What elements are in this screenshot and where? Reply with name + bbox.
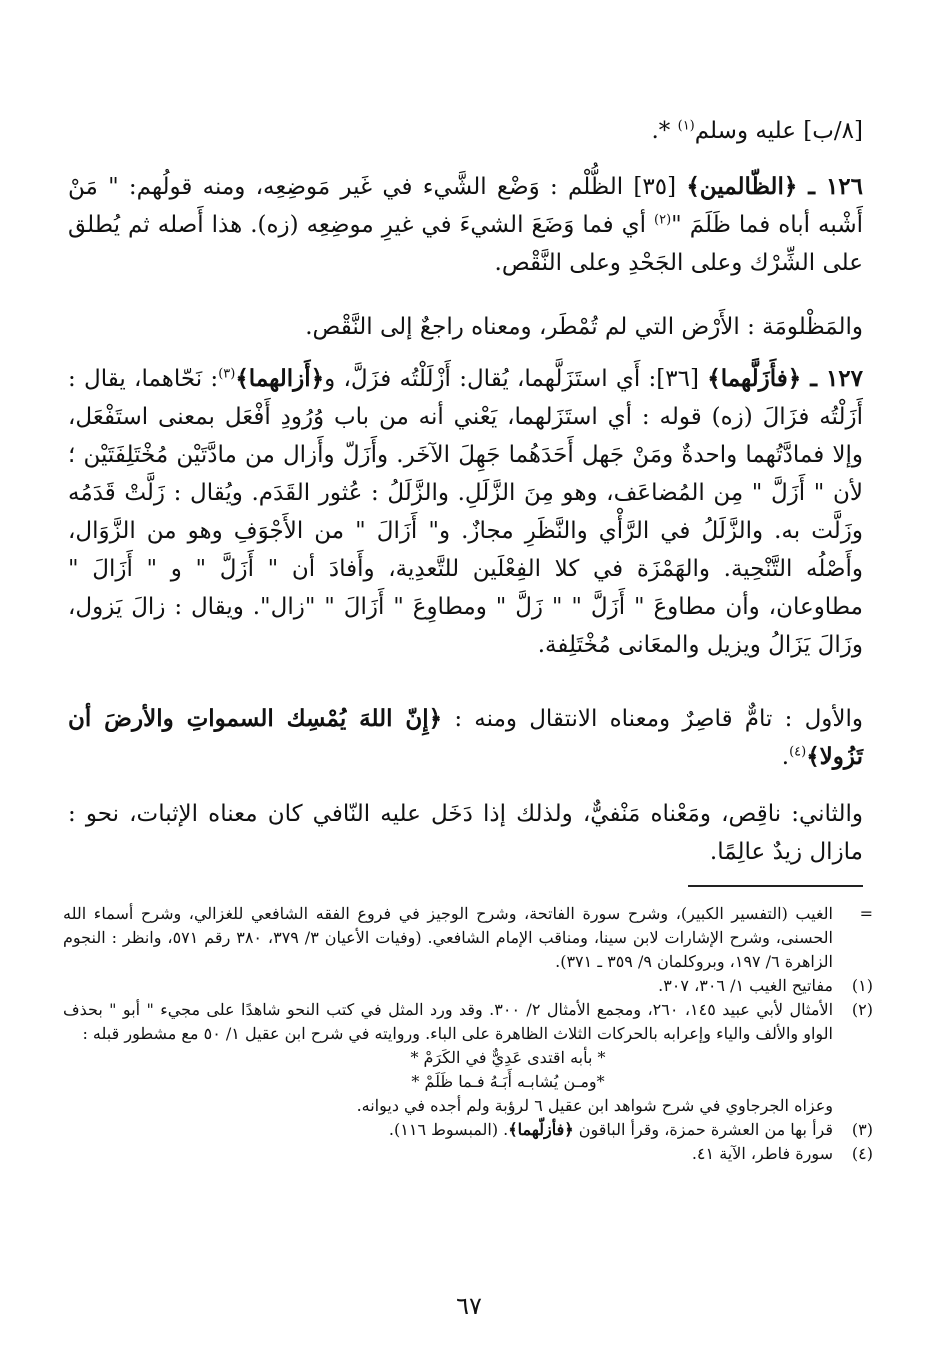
paragraph-second-meaning — [68, 795, 863, 871]
footnote-text: الأمثال لأبي عبيد ١٤٥، ٢٦٠، ومجمع الأمثال ٢/ ٣٠٠. وقد ورد المثل في كتب النحو شاهدًا على مجيء " أبو " بحذف الواو والألف والياء وإعرابه بالحركات الثلاث الظاهرة على الباء. وروايته في شرح ابن عقيل ١/ ٥٠ مع مشطور قبله : — [63, 1000, 834, 1043]
quran-term: ﴿فأزلّهما﴾ — [508, 1120, 574, 1139]
entry-127 — [68, 360, 863, 664]
quran-term: ﴿الظّالمين﴾ — [686, 173, 798, 200]
footnote-ref: (٣) — [218, 366, 236, 382]
paragraph-mazluma — [68, 308, 863, 346]
quran-term: ﴿فأَزَلَّهما﴾ — [707, 365, 802, 392]
footnote-text: سورة فاطر، الآية ٤١. — [691, 1144, 833, 1163]
quran-term: ﴿أَزالهما﴾ — [235, 365, 325, 392]
text-fragment: والأول : تامٌّ قاصِرٌ ومعناه الانتقال ومنه : — [442, 706, 864, 732]
footnote-text: الغيب (التفسير الكبير)، وشرح سورة الفاتحة، وشرح الوجيز في فروع الفقه الشافعي للغزالي، وشرح أسماء الله الحسنى، وشرح الإشارات لابن سينا، ومناقب الإمام الشافعي. (وفيات الأعيان ٣/ ٣٧٩، ٣٨٠ رقم ٥٧١، وانظر : النجوم الزاهرة ٦/ ١٩٧، وبروكلمان ٩/ ٣٥٩ ـ ٣٧١). — [63, 904, 834, 971]
footnote-ref: (٢) — [654, 212, 672, 228]
verse-line: *ومـن يُشابـه أَبَـهُ فـما ظَلَمْ * — [411, 1072, 605, 1091]
verse-line: * بأبه اقتدى عَدِيٌّ في الكَرَمْ * — [410, 1048, 606, 1067]
text-fragment: . — [781, 744, 790, 770]
footnote-number: (١) — [851, 976, 873, 995]
entry-number: ١٢٧ ـ — [801, 365, 863, 392]
footnote-ref: (١) — [677, 118, 695, 134]
text-fragment: والثاني: ناقِص، ومَعْناه مَنْفيٌّ، ولذلك إذا دَخَل عليه النّافي كان معناه الإثبات، نحو : مازال زيدٌ عالِمًا. — [68, 801, 863, 865]
footnote-continued — [63, 902, 873, 974]
entry-126 — [68, 168, 863, 282]
footnote-number: (٣) — [851, 1120, 873, 1139]
footnote-number: (٤) — [851, 1144, 873, 1163]
text-fragment: . (المبسوط ١١٦). — [388, 1120, 509, 1139]
footnotes — [63, 902, 873, 1166]
text-fragment: [٣٥] الظُّلْم : وَضْع الشَّيء في غَير مَوضِعِه، ومنه قولُهم: " مَنْ أَشْبه أباه فما ظَلَمَ " — [68, 174, 863, 238]
text-fragment: والمَظْلومَة : الأَرْض التي لم تُمْطَر، ومعناه راجعٌ إلى النَّقْص. — [305, 314, 863, 340]
footnote-1 — [63, 974, 873, 998]
continuation-line — [68, 112, 863, 150]
footnote-divider — [688, 885, 863, 887]
text-fragment: أي فما وَضَعَ الشيءَ في غيرِ موضِعِه (زه). هذا أَصله ثم يُطلق على الشِّرْك وعلى الجَحْدِ وعلى النَّقْص. — [68, 212, 863, 276]
text-fragment: [٣٦]: أَي استَزَلَّهما، يُقال: أَزْلَلْتُه فزَلَّ، و — [324, 366, 708, 392]
paragraph-first-meaning — [68, 700, 863, 776]
footnote-text — [63, 1118, 833, 1142]
footnote-number: = — [859, 904, 873, 923]
text-fragment: : نَحّاهما، يقال : أَزَلْتُه فزَالَ (زه) قوله : أي استَزَلهما، يَعْني أنه من باب وُرُودِ أَفْعَل بمعنى استَفْعَل، وإلا فمادَّتُهما واحدةٌ ومَنْ جَهل أَحَدَهُما جَهِلَ الآخَر. وأَزَلّ وأَزال من مادَّتَيْن مُخْتَلِفَتَيْن ؛ لأن " أَزَلَّ " مِن المُضاعَف، وهو مِنَ الزَّلَلِ. والزَّلَلُ : عُثور القَدَم. ويُقال : زَلَّتْ قَدَمُه وزَلَّت به. والزَّلَلُ في الرَّأْي والنَّظَرِ مجازٌ. و" أَزَالَ " من الأَجْوَفِ وهو من الزَّوَال، وأَصْلُه التَّنْحِية. والهَمْزَة في كلا الفِعْلَين للتَّعدِية، وأَفادَ أن " أَزَلَّ " و " أَزَالَ " مطاوعان، وأن مطاوعَ " أَزَلَّ " " زَلَّ " ومطاوِعَ " أَزَالَ " "زال". ويقال : زالَ يَزول، وزَالَ يَزَالُ ويزيل والمعَانى مُخْتَلِفة. — [68, 366, 863, 658]
quran-verse: ﴿إِنّ اللهَ يُمْسِك السمواتِ والأرضَ أن تَزُولا﴾ — [68, 705, 863, 770]
footnote-2 — [63, 998, 873, 1046]
entry-number: ١٢٦ ـ — [797, 173, 863, 200]
text-fragment: قرأ بها من العشرة حمزة، وقرأ الباقون — [573, 1120, 833, 1139]
footnote-ref: (٤) — [789, 744, 807, 760]
text-fragment: [٨/ب] عليه وسلم — [694, 118, 863, 144]
page-number: ٦٧ — [456, 1292, 482, 1320]
text-fragment: *. — [651, 118, 678, 144]
footnote-3 — [63, 1118, 873, 1142]
footnote-continuation: وعزاه الجرجاوي في شرح شواهد ابن عقيل ٦ لرؤبة ولم أجده في ديوانه. — [356, 1096, 833, 1115]
footnote-4 — [63, 1142, 873, 1166]
footnote-text: مفاتيح الغيب ١/ ٣٠٦، ٣٠٧. — [658, 976, 833, 995]
footnote-number: (٢) — [851, 1000, 873, 1019]
